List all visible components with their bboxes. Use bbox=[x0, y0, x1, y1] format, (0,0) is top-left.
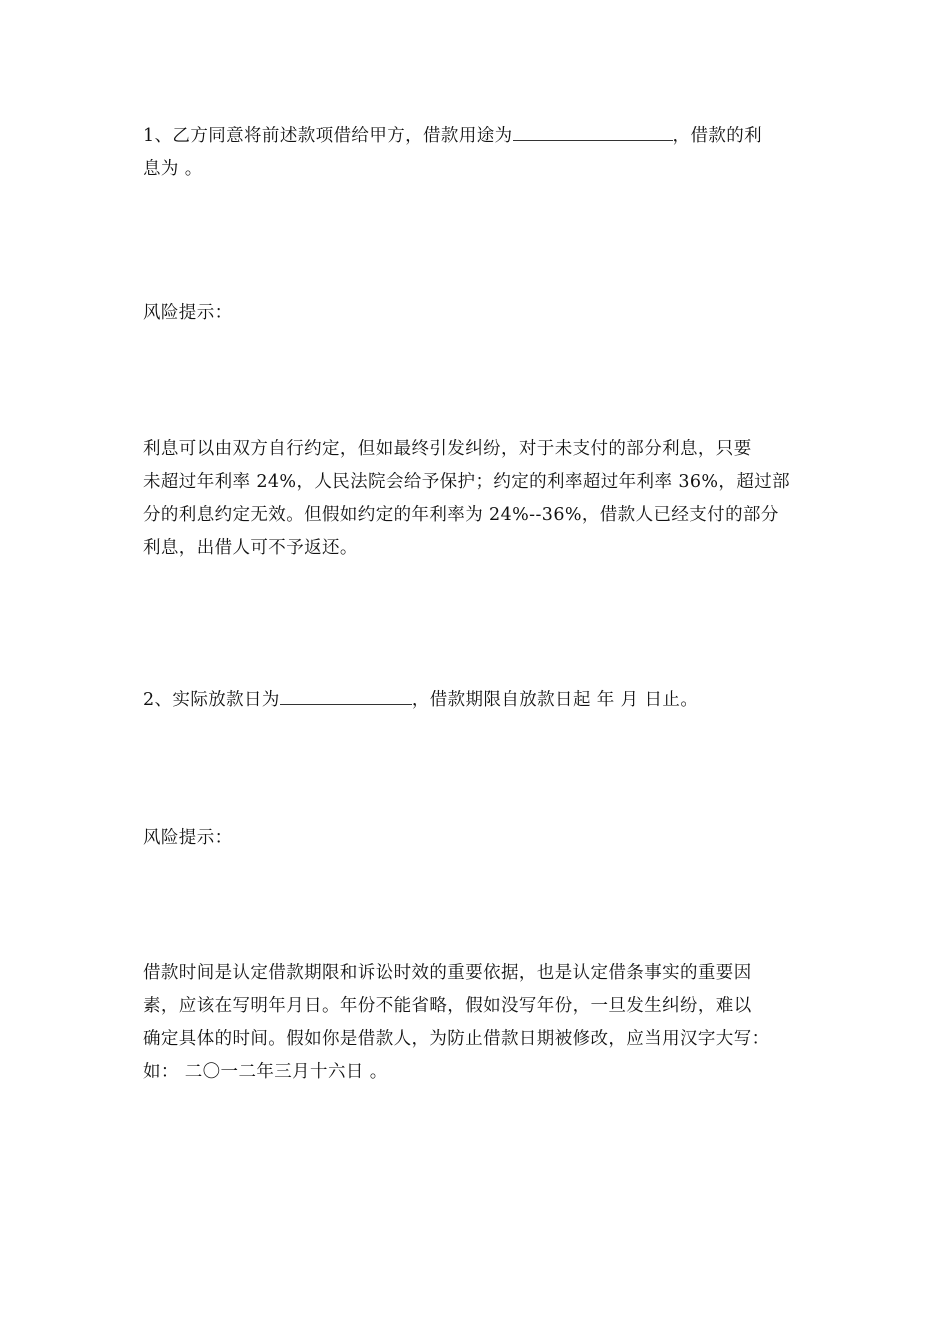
risk-text-2-line-1: 借款时间是认定借款期限和诉讼时效的重要依据，也是认定借条事实的重要因 bbox=[143, 963, 752, 983]
clause-1-line-1: 1、乙方同意将前述款项借给甲方，借款用途为 ，借款的利 bbox=[143, 126, 763, 146]
risk-text-1 bbox=[143, 433, 809, 565]
risk-heading-2: 风险提示： bbox=[143, 828, 233, 848]
risk-heading-1: 风险提示： bbox=[143, 303, 233, 323]
purpose-blank bbox=[513, 124, 673, 141]
risk-text-2-line-4: 如： 二〇一二年三月十六日 。 bbox=[143, 1062, 388, 1082]
risk-text-1-line-3: 分的利息约定无效。但假如约定的年利率为 24%--36%，借款人已经支付的部分 bbox=[143, 505, 779, 525]
clause-1 bbox=[143, 120, 809, 186]
risk-text-2 bbox=[143, 957, 809, 1089]
clause-1-line-2: 息为 。 bbox=[143, 159, 203, 179]
date-blank bbox=[280, 688, 412, 705]
risk-text-2-line-2: 素，应该在写明年月日。年份不能省略，假如没写年份，一旦发生纠纷，难以 bbox=[143, 996, 752, 1016]
risk-text-1-line-2: 未超过年利率 24%，人民法院会给予保护；约定的利率超过年利率 36%，超过部 bbox=[143, 472, 791, 492]
clause-2 bbox=[143, 684, 809, 717]
risk-text-2-line-3: 确定具体的时间。假如你是借款人，为防止借款日期被修改，应当用汉字大写： bbox=[143, 1029, 770, 1049]
clause-2-line-1: 2、实际放款日为 ，借款期限自放款日起 年 月 日止。 bbox=[143, 690, 699, 710]
risk-text-1-line-4: 利息，出借人可不予返还。 bbox=[143, 538, 358, 558]
risk-text-1-line-1: 利息可以由双方自行约定，但如最终引发纠纷，对于未支付的部分利息，只要 bbox=[143, 439, 752, 459]
